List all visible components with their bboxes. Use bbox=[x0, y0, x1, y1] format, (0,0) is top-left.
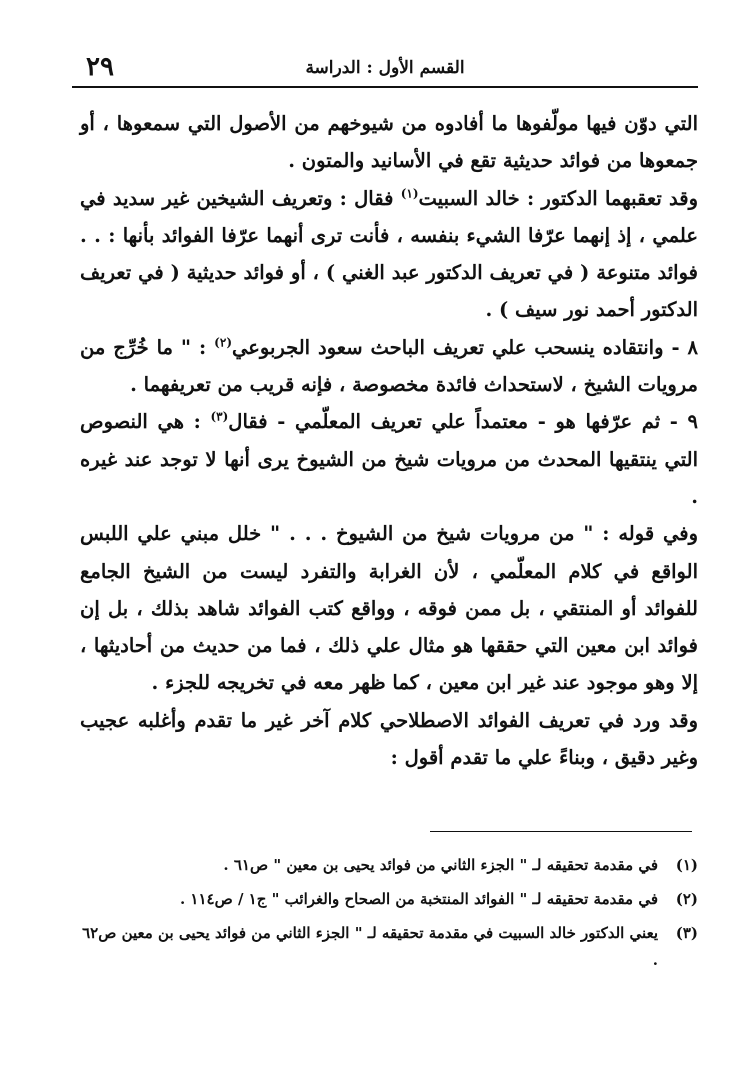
paragraph-6: وقد ورد في تعريف الفوائد الاصطلاحي كلام آخر غير ما تقدم وأغلبه عجيب وغير دقيق ، وبناءً علي ما تقدم أقول : bbox=[80, 708, 698, 770]
footnote bbox=[80, 852, 698, 879]
footnote-marker: (٣) bbox=[675, 924, 698, 942]
footnotes bbox=[80, 852, 698, 981]
header-rule bbox=[72, 86, 698, 88]
paragraph-1: التي دوّن فيها مولّفوها ما أفادوه من شيوخهم من الأصول التي سمعوها ، أو جمعوها من فوائد حديثية تقع في الأسانيد والمتون . bbox=[80, 112, 698, 173]
footnote bbox=[80, 920, 698, 974]
footnote-text: يعني الدكتور خالد السبيت في مقدمة تحقيقه لـ " الجزء الثاني من فوائد يحيى بن معين ص٦٢ . bbox=[82, 924, 658, 969]
paragraph-3-text-a: ٨ - وانتقاده ينسحب علي تعريف الباحث سعود الجربوعي bbox=[232, 335, 698, 359]
paragraph-2-text-b: فقال : وتعريف الشيخين غير سديد في علمي ، إذ إنهما عرّفا الشيء بنفسه ، فأنت ترى أنهما عرّفا الفوائد بأنها : . . فوائد متنوعة ( في تعريف الدكتور عبد الغني ) ، أو فوائد حديثية ( في تعريف الدكتور أحمد نور سيف ) . bbox=[80, 186, 698, 322]
paragraph-3 bbox=[80, 329, 698, 404]
paragraph-4-text-a: ٩ - ثم عرّفها هو - معتمداً علي تعريف المعلّمي - فقال bbox=[228, 410, 698, 434]
running-title: القسم الأول : الدراسة bbox=[305, 58, 465, 78]
footnote-ref-3: (٣) bbox=[210, 409, 229, 424]
footnote bbox=[80, 886, 698, 913]
paragraph-4-text-b: : هي النصوص التي ينتقيها المحدث من مرويات شيخ من الشيوخ يرى أنها لا توجد عند غيره . bbox=[80, 410, 698, 508]
footnote-separator bbox=[430, 831, 692, 832]
paragraph-2-text-a: وقد تعقبهما الدكتور : خالد السبيت bbox=[418, 186, 698, 210]
paragraph-2 bbox=[80, 180, 698, 329]
page-header bbox=[72, 52, 698, 90]
paragraph-4 bbox=[80, 403, 698, 515]
footnote-ref-1: (١) bbox=[400, 186, 419, 201]
footnote-text: في مقدمة تحقيقه لـ " الفوائد المنتخبة من الصحاح والغرائب " ج١ / ص١١٤ . bbox=[179, 890, 658, 908]
footnote-marker: (٢) bbox=[675, 890, 698, 908]
footnote-text: في مقدمة تحقيقه لـ " الجزء الثاني من فوائد يحيى بن معين " ص٦١ . bbox=[223, 856, 658, 874]
body-text bbox=[80, 105, 698, 776]
paragraph-3-text-b: : " ما خُرِّج من مرويات الشيخ ، لاستحداث فائدة مخصوصة ، فإنه قريب من تعريفهما . bbox=[80, 335, 698, 397]
paragraph-5: وفي قوله : " من مرويات شيخ من الشيوخ . . . " خلل مبني علي اللبس الواقع في كلام المعلّمي ، لأن الغرابة والتفرد ليست من الشيخ الجامع للفوائد أو المنتقي ، بل ممن فوقه ، وواقع كتب الفوائد شاهد بذلك ، بل إن فوائد ابن معين التي حققها هو مثال علي ذلك ، فما من حديث من أحاديثها ، إلا وهو موجود عند غير ابن معين ، كما ظهر معه في تخريجه للجزء . bbox=[80, 522, 698, 695]
footnote-ref-2: (٢) bbox=[214, 335, 232, 350]
page-number: ٢٩ bbox=[86, 52, 114, 82]
footnote-marker: (١) bbox=[675, 856, 698, 874]
